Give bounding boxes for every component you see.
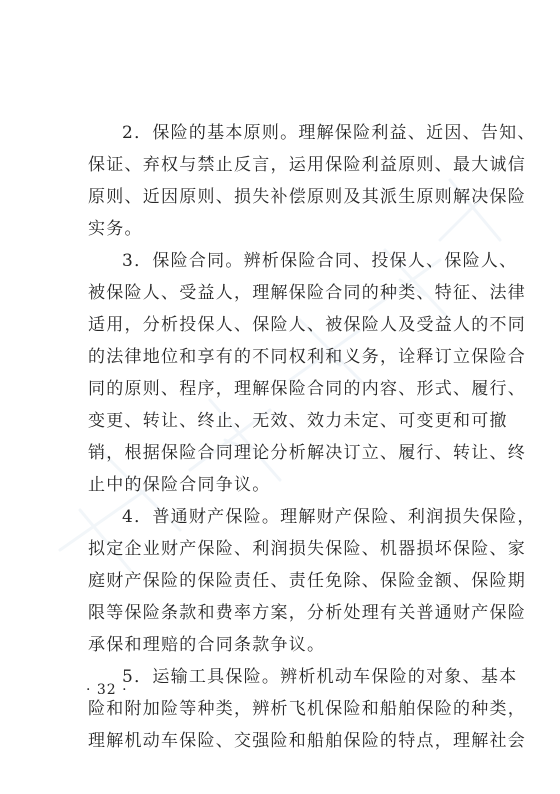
text-line: 销，根据保险合同理论分析解决订立、履行、转让、终: [88, 443, 526, 463]
text-line: 庭财产保险的保险责任、责任免除、保险金额、保险期: [88, 571, 526, 591]
text-line: 理解机动车保险、交强险和船舶保险的特点，理解社会: [88, 731, 526, 751]
text-line: 变更、转让、终止、无效、效力未定、可变更和可撤: [88, 411, 508, 431]
text-line: 被保险人、受益人，理解保险合同的种类、特征、法律: [88, 283, 526, 303]
text-line: 险和附加险等种类，辨析飞机保险和船舶保险的种类，: [88, 699, 526, 719]
page-number: · 32 ·: [86, 682, 128, 698]
text-line: 实务。: [88, 219, 143, 239]
text-line: 4．普通财产保险。理解财产保险、利润损失保险，: [122, 507, 536, 527]
text-line: 的法律地位和享有的不同权利和义务，诠释订立保险合: [88, 347, 526, 367]
text-line: 原则、近因原则、损失补偿原则及其派生原则解决保险: [88, 187, 526, 207]
text-line: 承保和理赔的合同条款争议。: [88, 635, 326, 655]
text-line: 同的原则、程序，理解保险合同的内容、形式、履行、: [88, 379, 526, 399]
text-line: 3．保险合同。辨析保险合同、投保人、保险人、: [122, 251, 518, 271]
paragraph-principles: [88, 117, 536, 245]
paragraph-property-insurance: [88, 501, 536, 661]
paragraph-contract: [88, 245, 526, 501]
body-text: [88, 117, 536, 757]
text-line: 5．运输工具保险。辨析机动车保险的对象、基本: [122, 667, 518, 687]
text-line: 限等保险条款和费率方案，分析处理有关普通财产保险: [88, 603, 526, 623]
text-line: 适用，分析投保人、保险人、被保险人及受益人的不同: [88, 315, 526, 335]
text-line: 拟定企业财产保险、利润损失保险、机器损坏保险、家: [88, 539, 526, 559]
text-line: 保证、弃权与禁止反言，运用保险利益原则、最大诚信: [88, 155, 526, 175]
text-line: 2．保险的基本原则。理解保险利益、近因、告知、: [122, 123, 536, 143]
paragraph-transport-insurance: [88, 661, 526, 757]
text-line: 止中的保险合同争议。: [88, 475, 271, 495]
